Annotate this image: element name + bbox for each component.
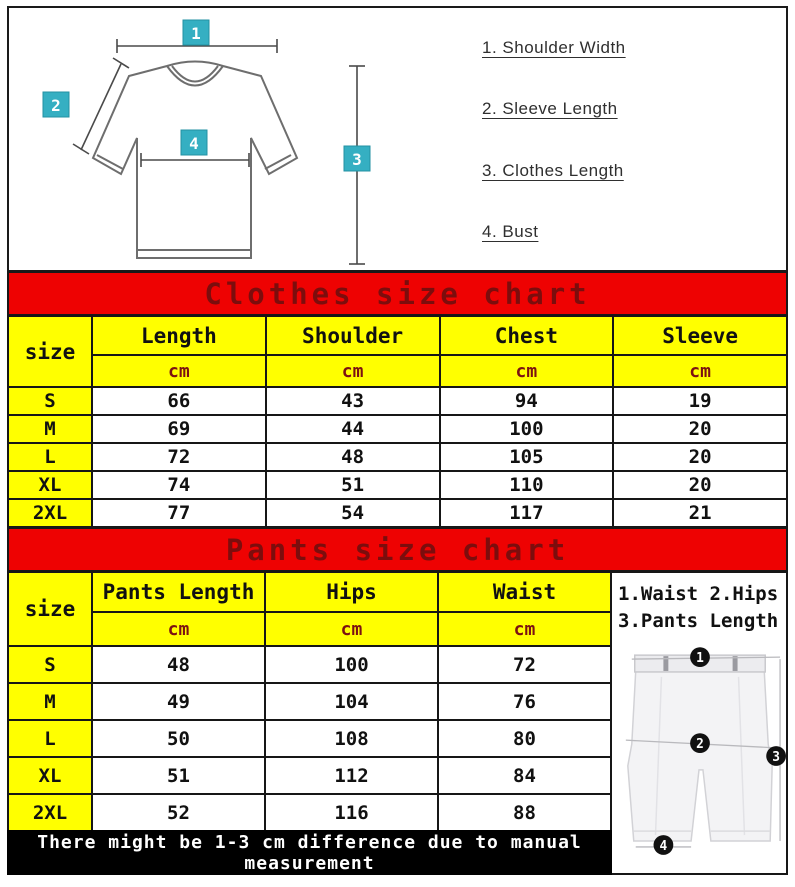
table-row (8, 794, 611, 831)
value-cell: 43 (266, 387, 440, 415)
marker-1-badge (183, 20, 209, 45)
size-label: M (8, 415, 92, 443)
size-label: 2XL (8, 794, 92, 831)
value-cell: 105 (440, 443, 614, 471)
pants-unit: cm (438, 612, 611, 646)
pants-unit: cm (265, 612, 438, 646)
pants-diagram-column (612, 571, 788, 875)
shorts-marker-4 (654, 835, 674, 855)
value-cell: 77 (92, 499, 266, 527)
pants-legend-line-1: 1.Waist 2.Hips (618, 583, 779, 605)
svg-text:2: 2 (51, 96, 61, 115)
clothes-size-table (7, 315, 788, 528)
value-cell: 116 (265, 794, 438, 831)
clothes-size-header: size (8, 316, 92, 387)
svg-text:4: 4 (659, 838, 668, 854)
value-cell: 19 (613, 387, 787, 415)
value-cell: 50 (92, 720, 265, 757)
svg-text:1: 1 (191, 24, 201, 43)
pants-col-length: Pants Length (92, 572, 265, 612)
table-row (8, 757, 611, 794)
svg-text:1: 1 (696, 651, 704, 667)
pants-chart-banner (7, 527, 788, 572)
value-cell: 74 (92, 471, 266, 499)
marker-3-badge (344, 146, 370, 171)
pants-col-waist: Waist (438, 572, 611, 612)
value-cell: 84 (438, 757, 611, 794)
value-cell: 108 (265, 720, 438, 757)
note-line-1: There might be 1-3 cm difference due to manual (37, 831, 582, 853)
table-row (8, 720, 611, 757)
legend-bust: 4. Bust (482, 221, 539, 241)
tshirt-diagram-icon (9, 8, 464, 270)
table-row (8, 387, 787, 415)
value-cell: 80 (438, 720, 611, 757)
value-cell: 66 (92, 387, 266, 415)
pants-legend-line-2: 3.Pants Length (618, 610, 779, 632)
value-cell: 76 (438, 683, 611, 720)
value-cell: 110 (440, 471, 614, 499)
value-cell: 112 (265, 757, 438, 794)
pants-table-column (7, 571, 612, 875)
shorts-marker-3 (766, 746, 786, 766)
legend-sleeve-length: 2. Sleeve Length (482, 99, 618, 119)
value-cell: 51 (92, 757, 265, 794)
table-row (8, 415, 787, 443)
size-label: S (8, 387, 92, 415)
marker-4-badge (181, 130, 207, 155)
value-cell: 100 (440, 415, 614, 443)
value-cell: 20 (613, 471, 787, 499)
size-label: S (8, 646, 92, 683)
table-row (8, 471, 787, 499)
value-cell: 117 (440, 499, 614, 527)
measurement-note (7, 830, 612, 875)
legend-clothes-length: 3. Clothes Length (482, 160, 624, 180)
clothes-chart-title: Clothes size chart (204, 276, 591, 311)
marker-2-badge (43, 92, 69, 117)
table-row (8, 443, 787, 471)
svg-text:3: 3 (772, 749, 780, 765)
size-label: XL (8, 471, 92, 499)
size-label: L (8, 720, 92, 757)
value-cell: 20 (613, 443, 787, 471)
value-cell: 72 (92, 443, 266, 471)
value-cell: 49 (92, 683, 265, 720)
svg-text:2: 2 (696, 737, 704, 753)
pants-size-header: size (8, 572, 92, 646)
pants-col-hips: Hips (265, 572, 438, 612)
clothes-unit: cm (440, 355, 614, 387)
size-label: 2XL (8, 499, 92, 527)
value-cell: 94 (440, 387, 614, 415)
clothes-unit: cm (613, 355, 787, 387)
value-cell: 48 (266, 443, 440, 471)
shorts-diagram-icon (612, 637, 786, 873)
clothes-unit: cm (266, 355, 440, 387)
pants-chart-section (7, 571, 788, 875)
value-cell: 52 (92, 794, 265, 831)
shorts-marker-2 (690, 733, 710, 753)
value-cell: 21 (613, 499, 787, 527)
size-label: M (8, 683, 92, 720)
table-row (8, 683, 611, 720)
clothes-chart-banner (7, 271, 788, 316)
clothes-col-sleeve: Sleeve (613, 316, 787, 355)
pants-unit: cm (92, 612, 265, 646)
note-line-2: measurement (244, 852, 375, 874)
table-row (8, 499, 787, 527)
pants-size-table (7, 571, 612, 832)
value-cell: 54 (266, 499, 440, 527)
clothes-col-shoulder: Shoulder (266, 316, 440, 355)
shorts-marker-1 (690, 647, 710, 667)
value-cell: 104 (265, 683, 438, 720)
size-label: XL (8, 757, 92, 794)
clothes-col-chest: Chest (440, 316, 614, 355)
value-cell: 44 (266, 415, 440, 443)
measurement-legend (464, 8, 786, 270)
value-cell: 20 (613, 415, 787, 443)
value-cell: 72 (438, 646, 611, 683)
value-cell: 88 (438, 794, 611, 831)
table-row (8, 646, 611, 683)
size-label: L (8, 443, 92, 471)
value-cell: 100 (265, 646, 438, 683)
legend-shoulder-width: 1. Shoulder Width (482, 38, 626, 57)
clothes-unit: cm (92, 355, 266, 387)
pants-measure-legend (612, 573, 786, 637)
svg-text:3: 3 (352, 150, 362, 169)
pants-chart-title: Pants size chart (225, 532, 570, 567)
svg-text:4: 4 (189, 134, 199, 153)
clothes-col-length: Length (92, 316, 266, 355)
tshirt-measurement-panel (7, 6, 788, 272)
value-cell: 48 (92, 646, 265, 683)
value-cell: 51 (266, 471, 440, 499)
value-cell: 69 (92, 415, 266, 443)
